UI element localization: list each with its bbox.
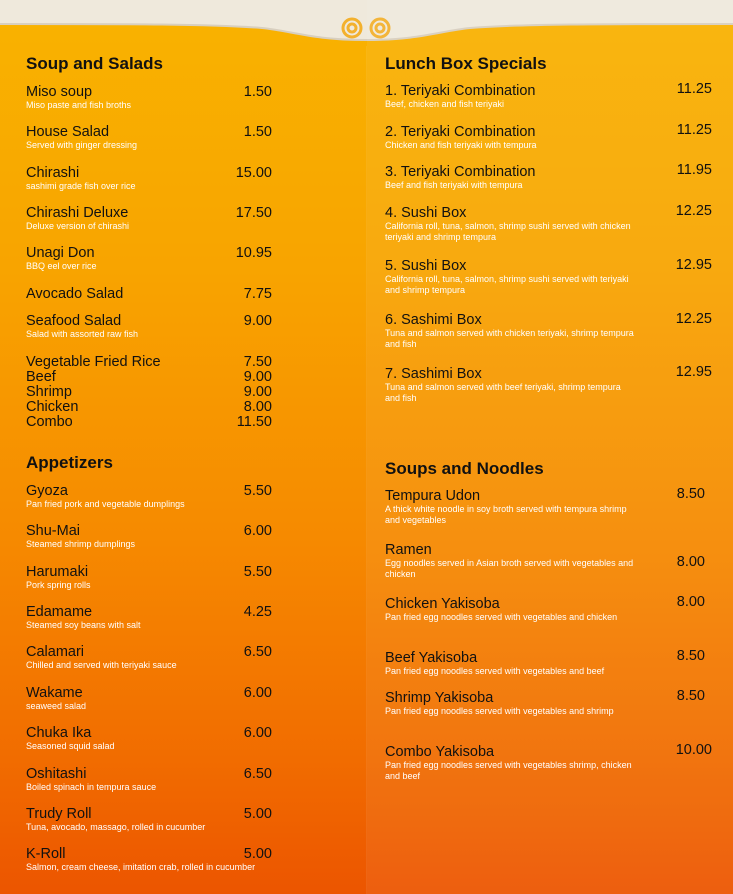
- item-price: 1.50: [243, 124, 272, 140]
- item-price: 5.00: [243, 806, 272, 822]
- item-name: Combo: [26, 414, 73, 430]
- menu-item: [385, 488, 635, 526]
- item-description: Served with ginger dressing: [26, 140, 138, 150]
- item-description: Salad with assorted raw fish: [26, 329, 139, 339]
- item-price: 6.00: [243, 725, 272, 741]
- item-price: 8.50: [676, 648, 705, 664]
- item-name: 7. Sashimi Box: [385, 366, 482, 382]
- item-price: 9.00: [243, 313, 272, 329]
- item-name: Shrimp: [26, 384, 72, 400]
- menu-item: [385, 83, 635, 110]
- item-name: Tempura Udon: [385, 488, 481, 504]
- item-name: Wakame: [26, 685, 83, 701]
- item-name: Avocado Salad: [26, 286, 124, 302]
- column-divider: [366, 46, 367, 894]
- item-name: Gyoza: [26, 483, 68, 499]
- item-name: Beef Yakisoba: [385, 650, 478, 666]
- item-price: 12.95: [675, 364, 712, 380]
- item-price: 8.50: [676, 688, 705, 704]
- item-description: Pan fried egg noodles served with vegetables and chicken: [385, 612, 618, 622]
- item-name: Trudy Roll: [26, 806, 92, 822]
- item-price: 7.75: [243, 286, 272, 302]
- item-price: 5.50: [243, 483, 272, 499]
- item-description: Boiled spinach in tempura sauce: [26, 782, 157, 792]
- item-description: Chilled and served with teriyaki sauce: [26, 660, 177, 670]
- item-price: 8.00: [676, 554, 705, 570]
- item-price: 17.50: [235, 205, 272, 221]
- item-price: 8.00: [243, 399, 272, 415]
- item-name: Ramen: [385, 542, 432, 558]
- fried-rice-prices: [212, 355, 272, 430]
- menu-item: [385, 744, 635, 782]
- item-price: 11.95: [676, 162, 712, 178]
- section-heading-soups-noodles: Soups and Noodles: [385, 459, 544, 478]
- item-name: Edamame: [26, 604, 93, 620]
- item-description: Miso paste and fish broths: [26, 100, 132, 110]
- item-price: 9.00: [243, 384, 272, 400]
- item-description: Salmon, cream cheese, imitation crab, rolled in cucumber: [26, 862, 256, 872]
- item-name: Harumaki: [26, 564, 89, 580]
- item-name: House Salad: [26, 124, 110, 140]
- menu-item: [385, 596, 635, 623]
- menu-item: [385, 312, 635, 350]
- menu-item: [385, 124, 635, 151]
- item-description: Beef and fish teriyaki with tempura: [385, 180, 523, 190]
- item-price: 5.50: [243, 564, 272, 580]
- item-name: Chicken Yakisoba: [385, 596, 500, 612]
- item-name: Chirashi Deluxe: [26, 205, 129, 221]
- item-name: Vegetable Fried Rice: [26, 354, 161, 370]
- item-price: 8.00: [676, 594, 705, 610]
- item-description: California roll, tuna, salmon, shrimp sushi served with teriyaki and shrimp tempura: [385, 274, 629, 295]
- item-price: 6.50: [243, 644, 272, 660]
- item-name: Unagi Don: [26, 245, 95, 261]
- item-name: 3. Teriyaki Combination: [385, 164, 536, 180]
- item-price: 6.00: [243, 685, 272, 701]
- item-description: Tuna and salmon served with chicken teriyaki, shrimp tempura and fish: [385, 328, 634, 349]
- menu-item: [385, 205, 635, 243]
- section-heading-lunch-box: Lunch Box Specials: [385, 54, 547, 73]
- item-price: 11.25: [676, 122, 712, 138]
- item-name: Combo Yakisoba: [385, 744, 495, 760]
- menu-item: [385, 690, 635, 717]
- menu-item: [385, 542, 635, 580]
- item-name: 2. Teriyaki Combination: [385, 124, 536, 140]
- item-name: Calamari: [26, 644, 85, 660]
- item-description: Steamed shrimp dumplings: [26, 539, 136, 549]
- item-description: Chicken and fish teriyaki with tempura: [385, 140, 537, 150]
- item-description: Pork spring rolls: [26, 580, 91, 590]
- item-description: California roll, tuna, salmon, shrimp sushi served with chicken teriyaki and shrimp tempura: [385, 221, 631, 242]
- item-description: Pan fried egg noodles served with vegetables and shrimp: [385, 706, 614, 716]
- menu-item: [385, 258, 635, 296]
- item-name: Beef: [26, 369, 56, 385]
- item-description: Pan fried egg noodles served with vegetables shrimp, chicken and beef: [385, 760, 632, 781]
- item-description: Beef, chicken and fish teriyaki: [385, 99, 505, 109]
- item-name: Shu-Mai: [26, 523, 80, 539]
- item-price: 7.50: [243, 354, 272, 370]
- item-price: 5.00: [243, 846, 272, 862]
- item-description: sashimi grade fish over rice: [26, 181, 136, 191]
- item-description: BBQ eel over rice: [26, 261, 97, 271]
- item-price: 4.25: [243, 604, 272, 620]
- item-name: Shrimp Yakisoba: [385, 690, 494, 706]
- item-description: Deluxe version of chirashi: [26, 221, 130, 231]
- item-price: 12.95: [675, 257, 712, 273]
- item-description: A thick white noodle in soy broth served with tempura shrimp and vegetables: [385, 504, 627, 525]
- item-description: Pan fried pork and vegetable dumplings: [26, 499, 185, 509]
- item-name: K-Roll: [26, 846, 66, 862]
- item-name: 6. Sashimi Box: [385, 312, 482, 328]
- item-name: Chirashi: [26, 165, 80, 181]
- item-price: 11.50: [236, 414, 272, 430]
- item-name: Oshitashi: [26, 766, 87, 782]
- item-name: 5. Sushi Box: [385, 258, 467, 274]
- item-description: Egg noodles served in Asian broth served with vegetables and chicken: [385, 558, 634, 579]
- menu-item: [385, 366, 635, 404]
- item-price: 6.50: [243, 766, 272, 782]
- item-name: Chuka Ika: [26, 725, 92, 741]
- item-name: 4. Sushi Box: [385, 205, 467, 221]
- item-name: 1. Teriyaki Combination: [385, 83, 536, 99]
- item-price: 8.50: [676, 486, 705, 502]
- menu-item: [385, 650, 635, 677]
- item-description: Tuna, avocado, massago, rolled in cucumber: [26, 822, 206, 832]
- item-description: Seasoned squid salad: [26, 741, 115, 751]
- item-price: 11.25: [676, 81, 712, 97]
- section-heading-soup-salads: Soup and Salads: [26, 54, 163, 73]
- item-price: 9.00: [243, 369, 272, 385]
- item-price: 10.95: [235, 245, 272, 261]
- item-price: 12.25: [675, 203, 712, 219]
- item-price: 1.50: [243, 84, 272, 100]
- item-name: Miso soup: [26, 84, 93, 100]
- item-description: Tuna and salmon served with beef teriyaki, shrimp tempura and fish: [385, 382, 621, 403]
- menu-item: [385, 164, 635, 191]
- item-description: seaweed salad: [26, 701, 87, 711]
- item-description: Steamed soy beans with salt: [26, 620, 141, 630]
- item-price: 12.25: [675, 311, 712, 327]
- item-name: Chicken: [26, 399, 79, 415]
- item-description: Pan fried egg noodles served with vegetables and beef: [385, 666, 605, 676]
- item-price: 6.00: [243, 523, 272, 539]
- item-name: Seafood Salad: [26, 313, 122, 329]
- section-heading-appetizers: Appetizers: [26, 453, 113, 472]
- item-price: 10.00: [675, 742, 712, 758]
- item-price: 15.00: [235, 165, 272, 181]
